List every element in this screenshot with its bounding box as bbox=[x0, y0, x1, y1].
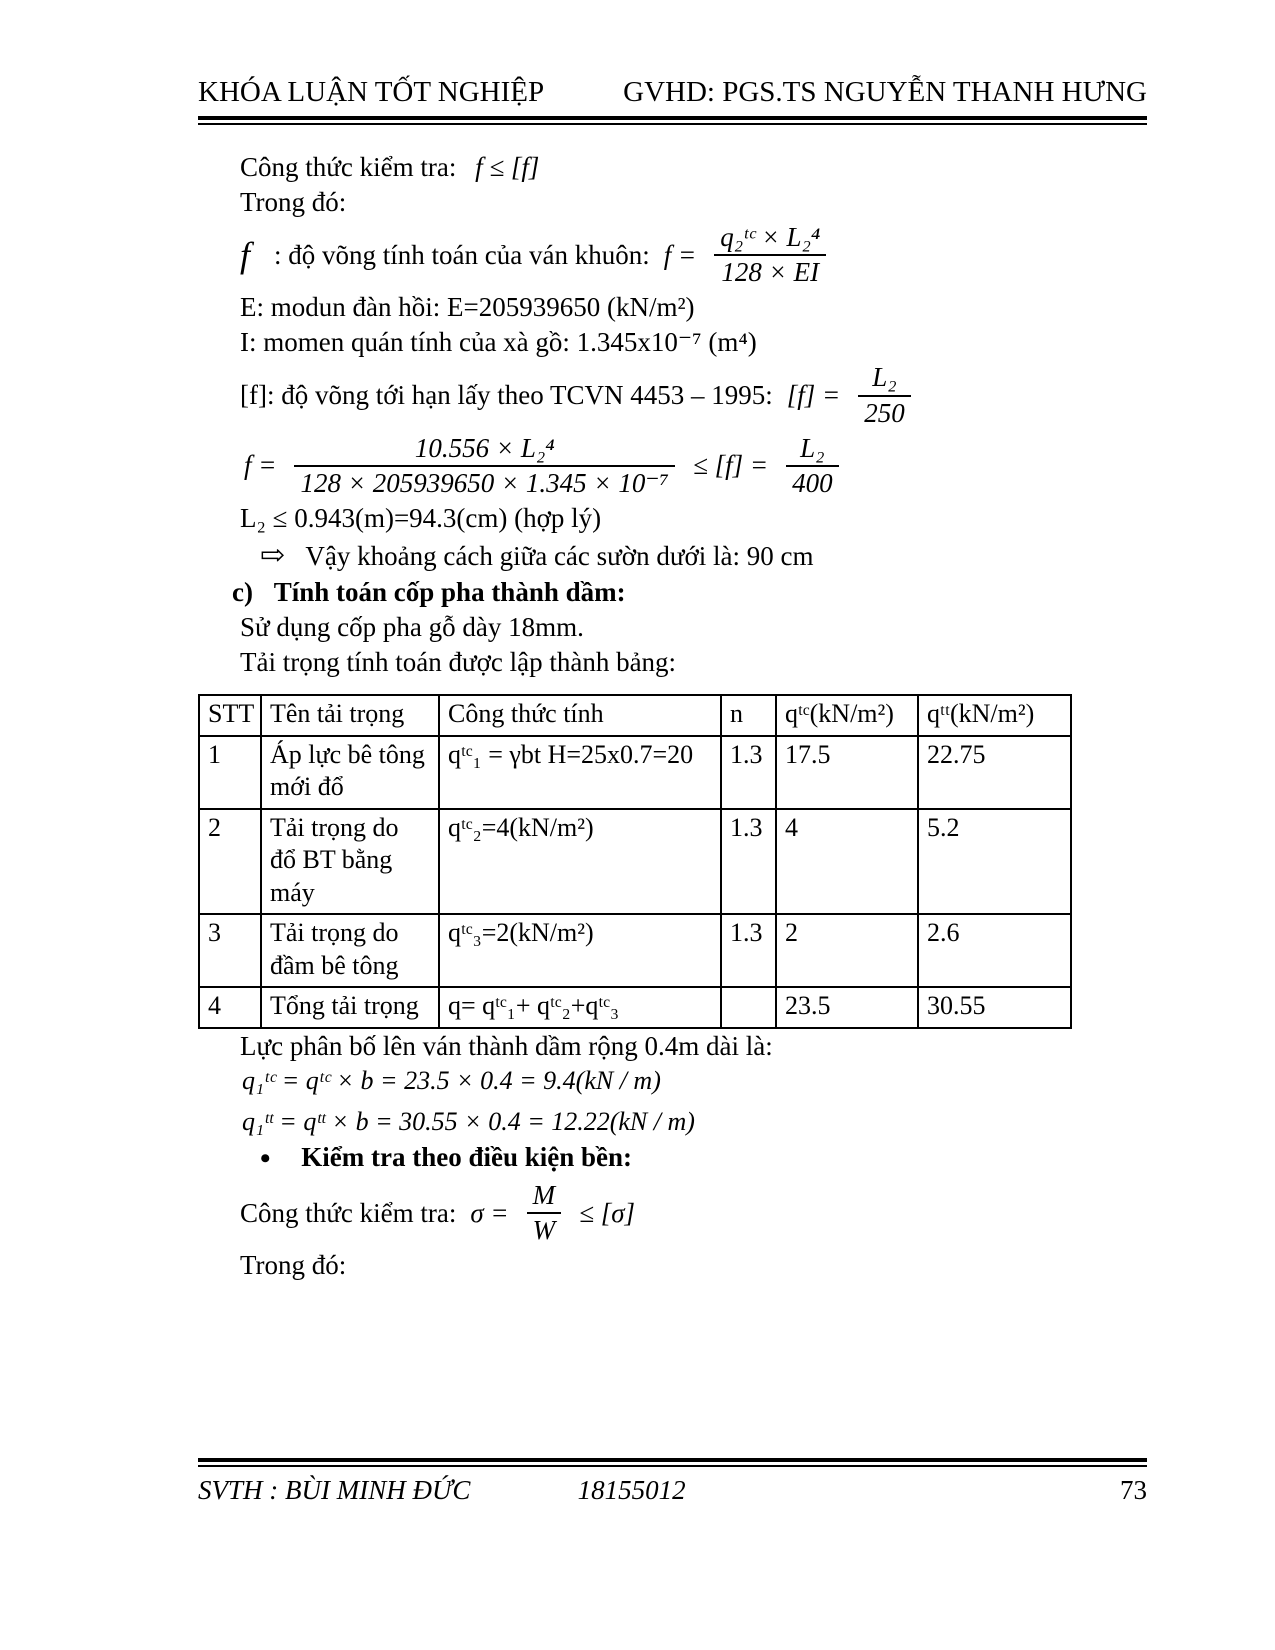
inertia-line: I: momen quán tính của xà gồ: 1.345x10⁻⁷ (m⁴) bbox=[240, 327, 757, 358]
check-formula-1-expr: f ≤ [f] bbox=[475, 152, 540, 182]
col-header-qtc: qᵗᶜ(kN/m²) bbox=[776, 695, 918, 736]
q1-tc-formula: q₁ᵗᶜ = qᵗᶜ × b = 23.5 × 0.4 = 9.4(kN / m) bbox=[242, 1065, 661, 1095]
col-header-qtt: qᵗᵗ(kN/m²) bbox=[918, 695, 1071, 736]
cell-stt: 1 bbox=[199, 736, 261, 809]
section-c-title: Tính toán cốp pha thành dầm: bbox=[273, 576, 626, 607]
cell-qtc: 17.5 bbox=[776, 736, 918, 809]
cell-n bbox=[721, 987, 776, 1028]
cell-qtc: 4 bbox=[776, 809, 918, 915]
strength-check-heading bbox=[260, 1139, 1147, 1178]
fraction-numerator: 10.556 × L₂⁴ bbox=[294, 433, 675, 467]
sigma-lhs: σ = bbox=[470, 1197, 509, 1228]
f-limit-line bbox=[240, 360, 1147, 430]
f-calc-lhs: f = bbox=[244, 450, 277, 481]
cell-qtc: 2 bbox=[776, 914, 918, 987]
footer-student-id: 18155012 bbox=[577, 1475, 686, 1505]
header-advisor: GVHD: PGS.TS NGUYỄN THANH HƯNG bbox=[623, 76, 1147, 108]
f-definition-fraction bbox=[714, 222, 826, 288]
cell-n: 1.3 bbox=[721, 914, 776, 987]
fraction-numerator: q₂ᵗᶜ × L₂⁴ bbox=[714, 222, 826, 256]
cell-qtt: 30.55 bbox=[918, 987, 1071, 1028]
fraction-numerator: L₂ bbox=[786, 433, 839, 467]
cell-load-name: Tổng tải trọng bbox=[261, 987, 439, 1028]
cell-stt: 3 bbox=[199, 914, 261, 987]
cell-load-name: Tải trọng do đổ BT bằng máy bbox=[261, 809, 439, 915]
page-header bbox=[198, 76, 1147, 109]
table-intro-line: Tải trọng tính toán được lập thành bảng: bbox=[240, 646, 677, 677]
fraction-denominator: 128 × 205939650 × 1.345 × 10⁻⁷ bbox=[300, 467, 670, 498]
col-header-load-name: Tên tải trọng bbox=[261, 695, 439, 736]
cell-formula: qᵗᶜ₂=4(kN/m²) bbox=[439, 809, 721, 915]
f-definition-lhs: f = bbox=[663, 239, 697, 270]
fraction-numerator: L₂ bbox=[858, 362, 911, 396]
table-header-row bbox=[199, 695, 1071, 736]
trong-do-2: Trong đó: bbox=[240, 1250, 347, 1281]
f-limit-lead: [f]: độ võng tới hạn lấy theo TCVN 4453 – 1995: bbox=[240, 379, 773, 410]
check-formula-1-label: Công thức kiểm tra: bbox=[240, 152, 457, 182]
trong-do-1: Trong đó: bbox=[240, 187, 347, 218]
cell-n: 1.3 bbox=[721, 809, 776, 915]
footer-student-name: SVTH : BÙI MINH ĐỨC bbox=[198, 1475, 471, 1505]
strength-check-title: Kiểm tra theo điều kiện bền: bbox=[301, 1142, 633, 1173]
fraction-denominator: 250 bbox=[864, 397, 905, 428]
cell-formula: q= qᵗᶜ₁+ qᵗᶜ₂+qᵗᶜ₃ bbox=[439, 987, 721, 1028]
header-divider bbox=[198, 116, 1147, 125]
page-number: 73 bbox=[1120, 1475, 1147, 1505]
f-definition-text: : độ võng tính toán của ván khuôn: bbox=[274, 239, 650, 270]
cell-n: 1.3 bbox=[721, 736, 776, 809]
f-definition bbox=[240, 220, 1147, 290]
footer-divider bbox=[198, 1458, 1147, 1467]
f-calculation bbox=[244, 431, 1147, 501]
check-formula-2 bbox=[240, 1178, 1147, 1248]
f-limit-fraction bbox=[858, 362, 911, 428]
f-calc-mid: ≤ [f] = bbox=[693, 450, 769, 481]
col-header-stt: STT bbox=[199, 695, 261, 736]
cell-qtt: 2.6 bbox=[918, 914, 1071, 987]
footer-row bbox=[198, 1475, 1147, 1506]
section-c-heading bbox=[232, 575, 1147, 610]
table-row bbox=[199, 809, 1071, 915]
fraction-denominator: 400 bbox=[792, 467, 833, 498]
f-calc-fraction-1 bbox=[294, 433, 675, 499]
sigma-rhs: ≤ [σ] bbox=[579, 1197, 636, 1228]
load-table bbox=[198, 694, 1072, 1029]
f-limit-lhs: [f] = bbox=[786, 379, 841, 410]
cell-qtt: 22.75 bbox=[918, 736, 1071, 809]
cell-formula: qᵗᶜ₁ = γbt H=25x0.7=20 bbox=[439, 736, 721, 809]
cell-stt: 4 bbox=[199, 987, 261, 1028]
check-formula-2-label: Công thức kiểm tra: bbox=[240, 1197, 457, 1228]
check-formula-1 bbox=[240, 150, 1147, 185]
f-symbol: f bbox=[240, 234, 251, 275]
col-header-formula: Công thức tính bbox=[439, 695, 721, 736]
bullet-icon: • bbox=[260, 1142, 271, 1176]
table-row bbox=[199, 736, 1071, 809]
conclusion-text: Vậy khoảng cách giữa các sườn dưới là: 90 cm bbox=[305, 540, 814, 571]
conclusion-line bbox=[260, 536, 1147, 575]
header-title: KHÓA LUẬN TỐT NGHIỆP bbox=[198, 76, 545, 108]
cell-formula: qᵗᶜ₃=2(kN/m²) bbox=[439, 914, 721, 987]
right-arrow-icon: ⇨ bbox=[260, 538, 286, 572]
cell-load-name: Áp lực bê tông mới đổ bbox=[261, 736, 439, 809]
table-row bbox=[199, 914, 1071, 987]
distributed-force-line: Lực phân bố lên ván thành dầm rộng 0.4m dài là: bbox=[240, 1030, 773, 1061]
cell-qtt: 5.2 bbox=[918, 809, 1071, 915]
f-calc-fraction-2 bbox=[786, 433, 839, 499]
elastic-modulus-line: E: modun đàn hồi: E=205939650 (kN/m²) bbox=[240, 292, 695, 323]
section-c-marker: c) bbox=[232, 576, 253, 607]
material-line: Sử dụng cốp pha gỗ dày 18mm. bbox=[240, 611, 584, 642]
fraction-denominator: 128 × EI bbox=[721, 257, 820, 288]
cell-stt: 2 bbox=[199, 809, 261, 915]
q1-tt-formula: q₁ᵗᵗ = qᵗᵗ × b = 30.55 × 0.4 = 12.22(kN / m) bbox=[242, 1107, 695, 1137]
page-content bbox=[198, 150, 1147, 1283]
col-header-n: n bbox=[721, 695, 776, 736]
table-row bbox=[199, 987, 1071, 1028]
sigma-fraction bbox=[527, 1180, 562, 1246]
fraction-numerator: M bbox=[527, 1180, 562, 1214]
fraction-denominator: W bbox=[532, 1215, 556, 1246]
page-footer bbox=[198, 1458, 1147, 1506]
cell-qtc: 23.5 bbox=[776, 987, 918, 1028]
l2-result-line: L₂ ≤ 0.943(m)=94.3(cm) (hợp lý) bbox=[240, 502, 602, 533]
cell-load-name: Tải trọng do đầm bê tông bbox=[261, 914, 439, 987]
